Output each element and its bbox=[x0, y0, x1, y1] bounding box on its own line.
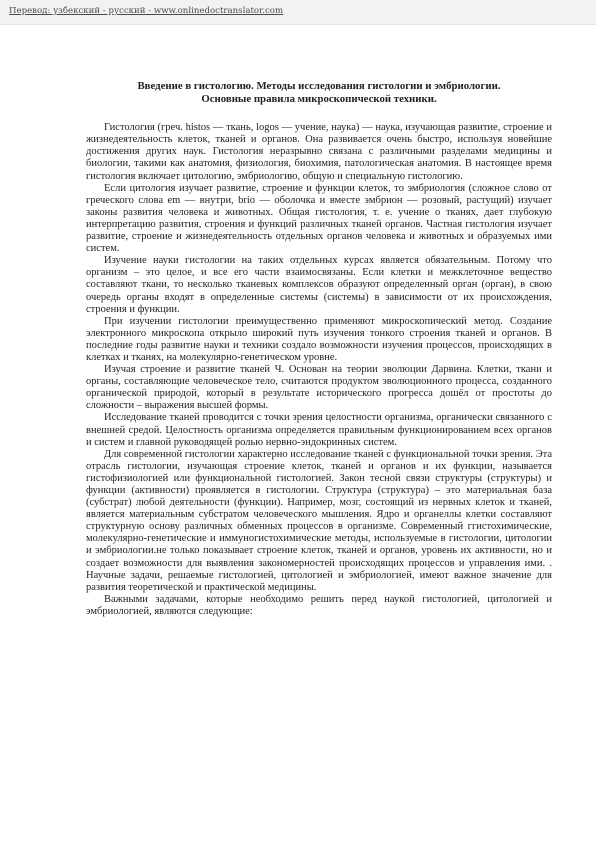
title-line-2: Основные правила микроскопической техники. bbox=[201, 92, 437, 105]
paragraph-organism-integrity: Исследование тканей проводится с точки зрения целостности организма, органически связанного с внешней средой. Целостность организма определяется правильным функционированием всех органов и систем и главной руководящей ролью нервно-эндокринных систем. bbox=[86, 412, 552, 448]
translator-link[interactable]: Перевод: узбекский - русский - www.onlinedoctranslator.com bbox=[9, 6, 284, 16]
paragraph-functional-histology: Для современной гистологии характерно исследование тканей с функциональной точки зрения. Эта отрасль гистологии, изучающая строение клеток, тканей и органов и их функции, называется гистофизиологией или функциональной гистологией. Закон тесной связи структуры (структуры) и функции (активности) проявляется в гистологии. Структура (структура) – это материальная база (субстрат) любой деятельности (функции). Например, мозг, состоящий из нервных клеток и тканей, является материальным субстратом человеческого мышления. Ядро и органеллы клетки составляют структурную основу различных обменных процессов в организме. Современный ггистохимические, молекулярно-генетические и иммуногистохимические методы, используемые в гистологии, цитологии и эмбриологии.не только показывает строение клеток, тканей и органов, уровень их активности, но и создает возможности для выявления закономерностей происходящих процессов и управления ими. . Научные задачи, решаемые гистологией, цитологией и эмбриологией, имеют важное значение для развития теоретической и практической медицины. bbox=[86, 448, 552, 593]
paragraph-evolution-theory: Изучая строение и развитие тканей Ч. Основан на теории эволюции Дарвина. Клетки, ткани и органы, составляющие человеческое тело, считаются продуктом эволюционного процесса, созданного органической природой, который в результате исторического прогресса дошёл от простоты до сложности – выражения высшей формы. bbox=[86, 364, 552, 412]
paragraph-cytology-embryology: Если цитология изучает развитие, строение и функции клеток, то эмбриология (сложное слово от греческого слова em — внутри, brio — оболочка и вместе эмбрион — розовый, растущий) изучает законы развития человека и животных. Общая гистология, т. е. учение о тканях, дает глубокую интерпретацию развития, строения и функций различных тканей органов. Частная гистология изучает развитие, строение и жизнедеятельность отдельных органов человека и животных и образуемых ими систем. bbox=[86, 182, 552, 255]
translation-banner bbox=[0, 0, 596, 25]
paragraph-important-tasks: Важными задачами, которые необходимо решить перед наукой гистологией, цитологией и эмбриологией, являются следующие: bbox=[86, 593, 552, 617]
paragraph-study-requirement: Изучение науки гистологии на таких отдельных курсах является обязательным. Потому что организм – это целое, и все его части взаимосвязаны. Если клетки и межклеточное вещество составляют ткани, то несколько тканевых комплексов образуют определенный орган (орган), в свою очередь органы входят в определенные системы (системы) в зависимости от их происхождения, строения и функции. bbox=[86, 255, 552, 315]
document-title bbox=[86, 80, 552, 105]
title-line-1: Введение в гистологию. Методы исследования гистологии и эмбриологии. bbox=[137, 80, 501, 92]
document-page bbox=[86, 80, 552, 618]
paragraph-microscopic-method: При изучении гистологии преимущественно применяют микроскопический метод. Создание электронного микроскопа открыло широкий путь изучения тонкого строения тканей и органов. В последние годы развитие науки и техники создало возможности изучения процессов, происходящих в клетках и тканях, на молекулярно-генетическом уровне. bbox=[86, 315, 552, 363]
paragraph-histology-definition: Гистология (греч. histos — ткань, logos — учение, наука) — наука, изучающая развитие, строение и жизнедеятельность клеток, тканей и органов. Она развивается очень быстро, используя новейшие достижения других наук. Гистология неразрывно связана с различными разделами медицины и биологии, такими как анатомия, физиология, биохимия, патологическая анатомия. В настоящее время гистология включает цитологию, эмбриологию, общую и специальную гистологию. bbox=[86, 122, 552, 182]
